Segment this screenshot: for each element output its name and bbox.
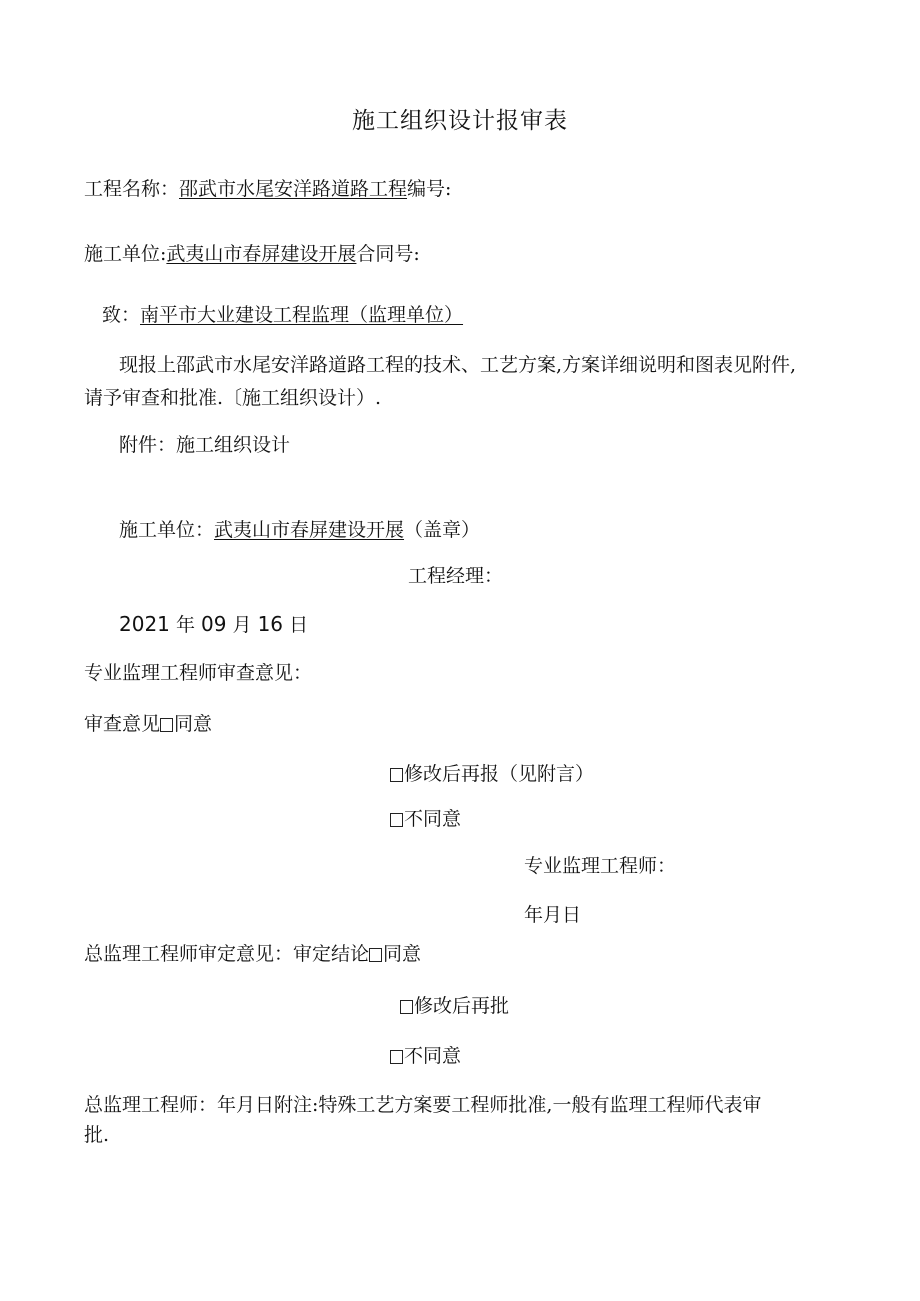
footer-line-2: 批. — [84, 1124, 110, 1146]
recipient-line — [102, 302, 463, 328]
engineer-signature-label: 专业监理工程师： — [524, 855, 677, 877]
opinion-label: 审查意见 — [84, 713, 161, 735]
body-line-2: 请予审查和批准.〔施工组织设计）. — [84, 387, 382, 409]
stamp-suffix: （盖章） — [404, 519, 481, 541]
chief-option-approve-label: 同意 — [383, 943, 422, 965]
project-code-label: 编号: — [407, 178, 452, 200]
date-day: 16 — [257, 612, 284, 636]
stamp-label: 施工单位： — [119, 519, 215, 541]
stamp-value: 武夷山市春屏建设开展 — [214, 519, 405, 541]
engineer-review-heading: 专业监理工程师审查意见： — [84, 662, 313, 684]
chief-checkbox-reject[interactable] — [390, 1050, 403, 1064]
date-month-unit: 月 — [232, 614, 252, 636]
checkbox-reject[interactable] — [390, 813, 403, 827]
footer-line-1: 总监理工程师：年月日附注:特殊工艺方案要工程师批准,一般有监理工程师代表审 — [84, 1094, 762, 1116]
contractor-line — [84, 241, 420, 267]
attachment-line — [119, 432, 290, 458]
body-line-1: 现报上邵武市水尾安洋路道路工程的技术、工艺方案,方案详细说明和图表见附件, — [119, 354, 797, 376]
date-year: 2021 — [119, 612, 170, 636]
chief-checkbox-revise[interactable] — [400, 1000, 413, 1014]
chief-checkbox-approve[interactable] — [369, 948, 382, 962]
engineer-review-opinion — [84, 711, 212, 737]
engineer-option-revise — [390, 761, 594, 787]
checkbox-approve[interactable] — [160, 718, 173, 732]
page-title: 施工组织设计报审表 — [352, 108, 568, 134]
contractor-value: 武夷山市春屏建设开展 — [166, 243, 357, 265]
chief-option-reject-label: 不同意 — [404, 1045, 462, 1067]
chief-review-line — [84, 941, 421, 967]
project-name-line — [84, 176, 451, 202]
contract-number-label: 合同号: — [356, 243, 420, 265]
engineer-signature-date: 年月日 — [524, 904, 582, 926]
checkbox-revise[interactable] — [390, 768, 403, 782]
attachment-label: 附件： — [119, 434, 177, 456]
attachment-value: 施工组织设计 — [176, 434, 291, 456]
project-manager-label: 工程经理： — [408, 565, 504, 587]
recipient-label: 致： — [102, 304, 141, 326]
chief-review-heading: 总监理工程师审定意见：审定结论 — [84, 943, 370, 965]
engineer-option-reject — [390, 806, 461, 832]
chief-option-revise — [400, 993, 509, 1019]
option-revise-label: 修改后再报（见附言） — [404, 763, 595, 785]
project-name-value: 邵武市水尾安洋路道路工程 — [179, 178, 408, 200]
stamp-line — [119, 517, 480, 543]
submission-date — [119, 611, 308, 638]
option-approve-label: 同意 — [174, 713, 213, 735]
chief-option-revise-label: 修改后再批 — [414, 995, 510, 1017]
project-name-label: 工程名称： — [84, 178, 180, 200]
chief-option-reject — [390, 1043, 461, 1069]
date-month: 09 — [201, 612, 227, 636]
option-reject-label: 不同意 — [404, 808, 462, 830]
date-year-unit: 年 — [175, 614, 195, 636]
recipient-value: 南平市大业建设工程监理（监理单位） — [140, 304, 464, 326]
date-day-unit: 日 — [289, 614, 309, 636]
contractor-label: 施工单位: — [84, 243, 167, 265]
